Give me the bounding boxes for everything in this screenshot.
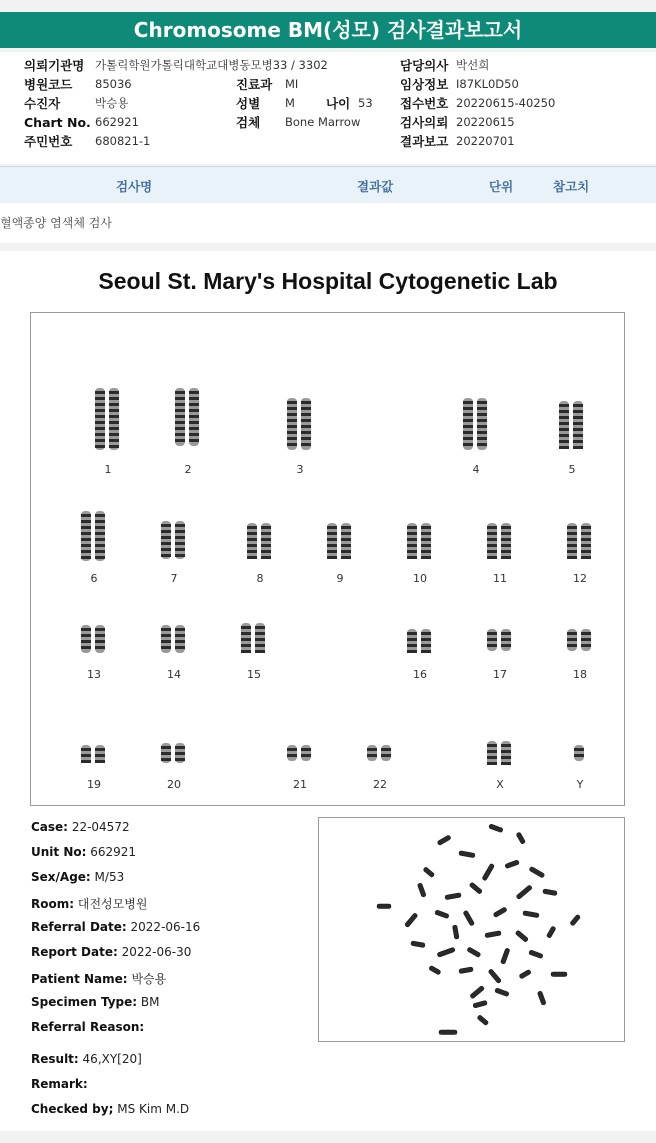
sex-value: M [285, 96, 295, 110]
referral-reason-field: Referral Reason: [31, 1020, 145, 1034]
spread-chromosome [473, 1000, 488, 1008]
report-date-label: 결과보고 [400, 134, 449, 149]
spread-chromosome [493, 907, 507, 918]
chromosome-label-11: 11 [493, 572, 507, 585]
chromosome-pair-1 [93, 388, 123, 450]
spread-chromosome [495, 988, 510, 997]
chromosome-label-15: 15 [247, 668, 261, 681]
specimen-type-value: BM [140, 995, 160, 1009]
resident-no-label: 주민번호 [24, 134, 73, 149]
report-title: Chromosome BM(성모) 검사결과보고서 [0, 12, 656, 48]
spread-chromosome [452, 925, 459, 940]
karyotype-panel [30, 312, 625, 806]
chromosome-label-Y: Y [576, 778, 584, 791]
spread-chromosome [551, 972, 567, 977]
spread-chromosome [435, 910, 450, 919]
patient-label: 수진자 [24, 96, 61, 111]
spread-chromosome [529, 950, 544, 959]
chromosome-pair-15 [239, 623, 269, 653]
spread-chromosome [463, 910, 475, 926]
spread-chromosome [470, 985, 485, 999]
spread-chromosome [459, 967, 474, 974]
case-value: 22-04572 [71, 820, 130, 834]
institution-value: 가톨릭학원가톨릭대학교대병동모병33 / 3302 [95, 58, 328, 72]
patient-name-field: Patient Name: 박승용 [31, 972, 167, 986]
table-row[interactable] [0, 203, 656, 243]
institution-label: 의뢰기관명 [24, 58, 85, 73]
spread-chromosome [515, 930, 529, 942]
chromosome-label-13: 13 [87, 668, 101, 681]
chromosome-pair-10 [405, 523, 435, 559]
spread-chromosome [488, 969, 502, 984]
request-date-label: 검사의뢰 [400, 115, 449, 130]
doctor-label: 담당의사 [400, 58, 449, 73]
chromosome-pair-4 [461, 398, 491, 450]
chromosome-pair-17 [485, 629, 515, 651]
chromosome-pair-8 [245, 523, 275, 559]
chromosome-pair-Y [574, 745, 586, 761]
specimen-type-field: Specimen Type: BM [31, 995, 160, 1009]
chromosome-pair-9 [325, 523, 355, 559]
chromosome-label-4: 4 [472, 463, 480, 476]
chromosome-label-1: 1 [104, 463, 112, 476]
chromosome-label-9: 9 [336, 572, 344, 585]
spread-chromosome [500, 948, 510, 965]
result-value: 46,XY[20] [82, 1052, 142, 1066]
chromosome-pair-13 [79, 625, 109, 653]
chromosome-label-14: 14 [167, 668, 181, 681]
clinical-info-value: I87KL0D50 [456, 77, 519, 91]
chromosome-pair-X [485, 741, 515, 765]
chromosome-pair-3 [285, 398, 315, 450]
chromosome-label-17: 17 [493, 668, 507, 681]
spread-chromosome [505, 860, 520, 869]
patient-info-panel [0, 52, 656, 164]
report-date-value: 20220701 [456, 134, 515, 148]
referral-date-field: Referral Date: 2022-06-16 [31, 920, 201, 934]
chromosome-label-18: 18 [573, 668, 587, 681]
chromosome-label-20: 20 [167, 778, 181, 791]
checked-by-value: MS Kim M.D [117, 1102, 190, 1116]
department-value: MI [285, 77, 299, 91]
spread-chromosome [423, 867, 435, 878]
spread-chromosome [529, 866, 545, 878]
lab-title: Seoul St. Mary's Hospital Cytogenetic Lab [98, 268, 558, 294]
chromosome-label-3: 3 [296, 463, 304, 476]
chromosome-pair-19 [79, 745, 109, 763]
department-label: 진료과 [236, 77, 273, 92]
spread-chromosome [516, 885, 533, 900]
spread-chromosome [467, 947, 481, 958]
receipt-no-value: 20220615-40250 [456, 96, 556, 110]
chromosome-label-21: 21 [293, 778, 307, 791]
spread-chromosome [445, 893, 462, 900]
results-table-header [0, 166, 656, 204]
chromosome-label-2: 2 [184, 463, 192, 476]
room-value: 대전성모병원 [77, 897, 148, 911]
spread-chromosome [523, 911, 540, 918]
unit-no-field: Unit No: 662921 [31, 845, 137, 859]
report-date-field: Report Date: 2022-06-30 [31, 945, 192, 959]
spread-chromosome [546, 926, 556, 939]
chromosome-pair-18 [565, 629, 595, 651]
column-test-name[interactable]: 검사명 [116, 179, 153, 194]
chromosome-label-10: 10 [413, 572, 427, 585]
chromosome-pair-16 [405, 629, 435, 653]
metaphase-spread-image [318, 817, 625, 1042]
hospital-code-label: 병원코드 [24, 77, 73, 92]
spread-chromosome [516, 832, 526, 845]
test-name: 혈액종양 염색체 검사 [0, 216, 112, 230]
spread-chromosome [482, 863, 495, 881]
chromosome-label-16: 16 [413, 668, 427, 681]
chromosome-pair-21 [285, 745, 315, 761]
spread-chromosome [570, 914, 581, 926]
age-value: 53 [358, 96, 373, 110]
receipt-no-label: 접수번호 [400, 96, 449, 111]
chromosome-pair-11 [485, 523, 515, 559]
chromosome-pair-12 [565, 523, 595, 559]
spread-chromosome [404, 913, 418, 928]
chromosome-label-19: 19 [87, 778, 101, 791]
chart-no-value: 662921 [95, 115, 139, 129]
patient-name-value: 박승용 [131, 972, 167, 986]
spread-chromosome [485, 931, 502, 938]
resident-no-value: 680821-1 [95, 134, 151, 148]
age-label: 나이 [326, 96, 351, 111]
spread-chromosome [459, 851, 476, 858]
chromosome-label-12: 12 [573, 572, 587, 585]
spread-chromosome [437, 947, 455, 957]
referral-date-value: 2022-06-16 [130, 920, 201, 934]
specimen-value: Bone Marrow [285, 115, 361, 129]
room-field: Room: 대전성모병원 [31, 897, 148, 911]
specimen-label: 검체 [236, 115, 261, 130]
chromosome-label-5: 5 [568, 463, 576, 476]
report-date-value2: 2022-06-30 [121, 945, 192, 959]
sex-age-value: M/53 [94, 870, 125, 884]
spread-chromosome [519, 969, 532, 979]
chromosome-label-6: 6 [90, 572, 98, 585]
request-date-value: 20220615 [456, 115, 515, 129]
chromosome-label-8: 8 [256, 572, 264, 585]
result-field: Result: 46,XY[20] [31, 1052, 142, 1066]
patient-value: 박승용 [95, 96, 129, 110]
metaphase-chromosomes [319, 818, 624, 1041]
spread-chromosome [439, 1030, 457, 1035]
remark-field: Remark: [31, 1077, 88, 1091]
sex-age-field: Sex/Age: M/53 [31, 870, 125, 884]
chromosome-pair-2 [173, 388, 203, 446]
sex-label: 성별 [236, 96, 261, 111]
spread-chromosome [429, 965, 442, 975]
chart-no-label: Chart No. [24, 115, 91, 130]
clinical-info-label: 임상정보 [400, 77, 449, 92]
spread-chromosome [489, 824, 504, 833]
spread-chromosome [437, 835, 451, 846]
chromosome-pair-22 [365, 745, 395, 761]
spread-chromosome [411, 941, 426, 948]
chromosome-label-X: X [496, 778, 504, 791]
spread-chromosome [417, 883, 426, 898]
chromosome-pair-5 [557, 401, 587, 449]
chromosome-pair-14 [159, 625, 189, 653]
spread-chromosome [477, 1015, 489, 1026]
checked-by-field: Checked by; MS Kim M.D [31, 1102, 190, 1116]
unit-no-value: 662921 [90, 845, 137, 859]
chromosome-label-22: 22 [373, 778, 387, 791]
spread-chromosome [377, 904, 391, 909]
column-unit[interactable]: 단위 [489, 179, 514, 194]
hospital-code-value: 85036 [95, 77, 132, 91]
spread-chromosome [543, 889, 558, 896]
chromosome-pair-6 [79, 511, 109, 561]
spread-chromosome [537, 991, 546, 1006]
spread-chromosome [469, 882, 483, 894]
doctor-value: 박선희 [456, 58, 490, 72]
case-field: Case: 22-04572 [31, 820, 130, 834]
column-reference[interactable]: 참고치 [553, 179, 590, 194]
chromosome-pair-7 [159, 521, 189, 559]
column-result[interactable]: 결과값 [357, 179, 394, 194]
chromosome-label-7: 7 [170, 572, 178, 585]
chromosome-pair-20 [159, 743, 189, 763]
